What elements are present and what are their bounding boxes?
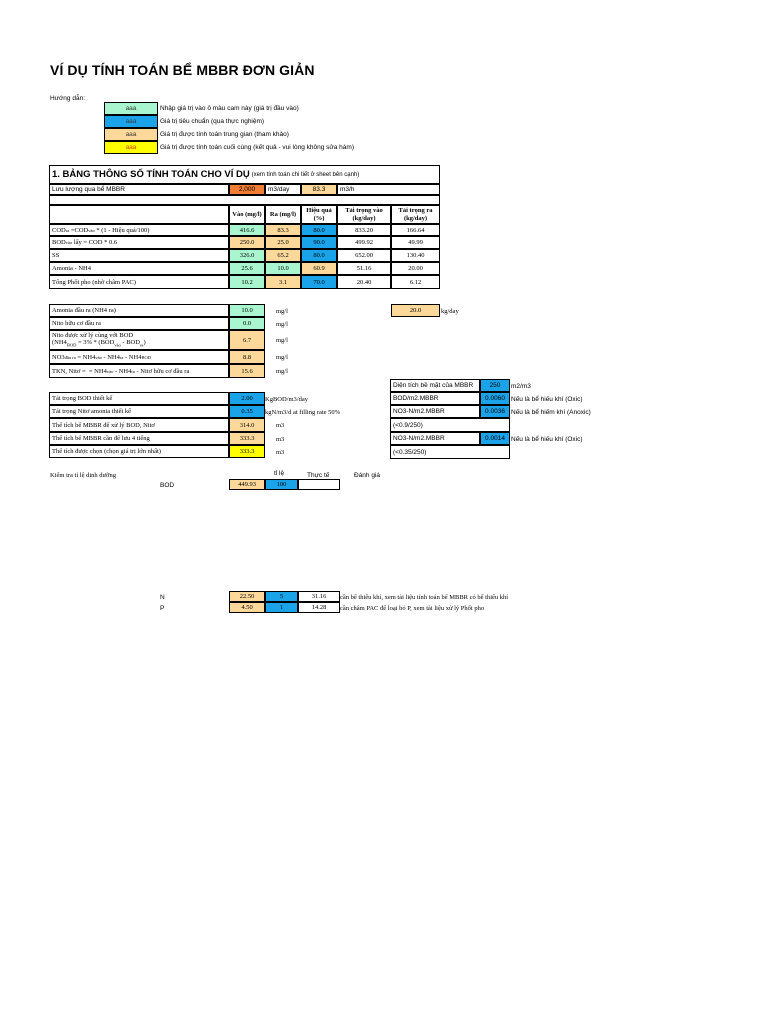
flow-value[interactable]: 2,000 xyxy=(229,184,265,195)
guide-label: Hướng dẫn: xyxy=(50,95,85,102)
surface-no3-anoxic-label: NO3-N/m2.MBBR xyxy=(390,405,480,418)
flow-hourly-unit: m3/h xyxy=(337,184,440,195)
nitrogen-row-1-value[interactable]: 10.0 xyxy=(229,304,265,317)
row-bod-eff[interactable]: 90.0 xyxy=(301,236,337,249)
row-p-load-out: 6.12 xyxy=(391,275,440,289)
row-cod-load-in: 833.20 xyxy=(337,224,391,236)
nitrogen-row-3-line1: Nito được xử lý cùng với BOD xyxy=(52,331,134,339)
row-nh4-load-out: 20.00 xyxy=(391,262,440,275)
design-vol-4h-label: Thể tích bể MBBR cần để lưu 4 tiếng xyxy=(49,432,229,445)
row-cod-load-out: 166.64 xyxy=(391,224,440,236)
nitrogen-row-3-line2: ($NH4_{BOD} = 3\% * (BOD_{vào} - BOD_{ra})$ xyxy=(52,338,146,348)
row-ss-label: SS xyxy=(49,249,229,262)
nitrogen-row-5-label: TKN, Nitơ = = NH4 vào - NH4 ra - Nitơ hữu cơ đầu ra xyxy=(49,364,229,378)
nutrient-col-actual: Thực tế xyxy=(307,472,330,479)
row-cod-eff[interactable]: 80.0 xyxy=(301,224,337,236)
legend-swatch-intermediate: aaa xyxy=(104,128,158,141)
legend-text-intermediate: Giá trị được tính toán trung gian (tham khảo) xyxy=(160,131,289,138)
row-bod-label: BOD vào lấy = COD * 0.6 xyxy=(49,236,229,249)
legend-text-input: Nhập giá trị vào ô màu cam này (giá trị đầu vào) xyxy=(160,105,299,112)
row-ss-load-in: 652.00 xyxy=(337,249,391,262)
nitrogen-row-4-label: NO3 đầu ra = NH4 vào - NH4 ra - NH4 BOD xyxy=(49,350,229,364)
row-bod-load-out: 49.99 xyxy=(391,236,440,249)
surface-label: Diện tích bề mặt của MBBR xyxy=(390,379,480,392)
nutrient-p-note: cần châm PAC để loại bỏ P, xem tài liệu xử lý Phốt pho xyxy=(340,605,485,612)
nutrient-p-actual: 14.28 xyxy=(298,602,340,613)
legend-text-standard: Giá trị tiêu chuẩn (qua thực nghiệm) xyxy=(160,118,265,125)
legend-text-final: Giá trị được tính toán cuối cùng (kết quả - vui lòng không sửa hàm) xyxy=(160,144,354,151)
row-nh4-load-in: 51.16 xyxy=(337,262,391,275)
row-bod-out: 25.0 xyxy=(265,236,301,249)
section1-title: 1. BẢNG THÔNG SỐ TÍNH TOÁN CHO VÍ DỤ xyxy=(52,169,250,180)
nitrogen-row-3-value: 6.7 xyxy=(229,330,265,350)
nutrient-n-ratio[interactable]: 5 xyxy=(265,591,298,602)
nitrogen-row-3-label xyxy=(49,330,229,350)
nitrogen-row-1-unit: mg/l xyxy=(276,308,288,315)
row-p-out: 3.1 xyxy=(265,275,301,289)
header-blank xyxy=(49,205,229,224)
nitrogen-row-4-unit: mg/l xyxy=(276,354,288,361)
row-nh4-label: Amonia - NH4 xyxy=(49,262,229,275)
nh4-out-load-unit: kg/day xyxy=(441,308,459,315)
section1-note: (xem tính toán chi tiết ở sheet bên cạnh) xyxy=(251,171,360,178)
surface-bod-value[interactable]: 0.0060 xyxy=(480,392,510,405)
row-ss-eff[interactable]: 80.0 xyxy=(301,249,337,262)
row-p-load-in: 20.40 xyxy=(337,275,391,289)
surface-no3-anoxic-value[interactable]: 0.0036 xyxy=(480,405,510,418)
surface-unit: m2/m3 xyxy=(511,383,531,390)
flow-label: Lưu lượng qua bể MBBR xyxy=(49,184,229,195)
header-out: Ra (mg/l) xyxy=(265,205,301,224)
row-bod-in: 250.0 xyxy=(229,236,265,249)
surface-bod-note: Nếu là bể hiếu khí (Oxic) xyxy=(511,396,583,403)
header-in: Vào (mg/l) xyxy=(229,205,265,224)
row-ss-load-out: 130.40 xyxy=(391,249,440,262)
design-vol-bod-label: Thể tích bể MBBR để xử lý BOD, Nitơ xyxy=(49,418,229,432)
row-p-eff[interactable]: 70.0 xyxy=(301,275,337,289)
nutrient-bod-value: 449.93 xyxy=(229,479,265,490)
nh4-out-load-value: 20.0 xyxy=(391,304,440,317)
page-title: VÍ DỤ TÍNH TOÁN BỂ MBBR ĐƠN GIẢN xyxy=(50,62,315,78)
design-vol-chosen-label: Thể tích được chọn (chọn giá trị lớn nhất) xyxy=(49,445,229,458)
nitrogen-row-2-value[interactable]: 0.0 xyxy=(229,317,265,330)
design-vol-4h-value: 333.3 xyxy=(229,432,265,445)
surface-no3-oxic-label: NO3-N/m2.MBBR xyxy=(390,432,480,445)
design-n-load-unit: kgN/m3/d at filling rate 50% xyxy=(265,409,341,416)
nutrient-p-value: 4.50 xyxy=(229,602,265,613)
row-cod-out: 83.3 xyxy=(265,224,301,236)
nutrient-n-value: 22.50 xyxy=(229,591,265,602)
header-load-in: Tải trọng vào (kg/day) xyxy=(337,205,391,224)
row-nh4-out[interactable]: 10.0 xyxy=(265,262,301,275)
design-vol-bod-unit: m3 xyxy=(276,422,285,429)
nutrient-title: Kiểm tra tỉ lệ dinh dưỡng xyxy=(50,472,116,479)
nutrient-p-ratio[interactable]: 1 xyxy=(265,602,298,613)
row-ss-out: 65.2 xyxy=(265,249,301,262)
row-ss-in[interactable]: 326.0 xyxy=(229,249,265,262)
row-cod-in[interactable]: 416.6 xyxy=(229,224,265,236)
legend-swatch-standard: aaa xyxy=(104,115,158,128)
flow-unit: m3/day xyxy=(265,184,301,195)
design-vol-chosen-unit: m3 xyxy=(276,449,285,456)
nutrient-col-ratio: tỉ lệ xyxy=(274,470,285,477)
spacer-row xyxy=(49,195,440,205)
nitrogen-row-1-label: Amonia đầu ra (NH4 ra) xyxy=(49,304,229,317)
design-n-load-value[interactable]: 0.35 xyxy=(229,405,265,418)
row-p-in[interactable]: 10.2 xyxy=(229,275,265,289)
row-nh4-in[interactable]: 25.6 xyxy=(229,262,265,275)
nutrient-bod-ratio[interactable]: 100 xyxy=(265,479,298,490)
surface-bod-label: BOD/m2.MBBR xyxy=(390,392,480,405)
nutrient-col-eval: Đánh giá xyxy=(354,472,381,479)
nutrient-n-label: N xyxy=(160,594,165,601)
header-load-out: Tải trọng ra (kg/day) xyxy=(391,205,440,224)
design-n-load-label: Tải trọng Nitơ amonia thiết kế xyxy=(49,405,229,418)
surface-no3-oxic-note: Nếu là bể hiếu khí (Oxic) xyxy=(511,436,583,443)
nutrient-n-note: cần bể thiếu khí, xem tài liệu tính toán bể MBBR có bể thiếu khí xyxy=(340,594,509,601)
row-cod-label: COD ra =COD vào * (1 - Hiệu quả/100) xyxy=(49,224,229,236)
design-bod-load-unit: KgBOD/m3/day xyxy=(265,396,308,403)
nitrogen-row-5-unit: mg/l xyxy=(276,368,288,375)
nitrogen-row-5-value: 15.6 xyxy=(229,364,265,378)
nitrogen-row-3-unit: mg/l xyxy=(276,337,288,344)
design-vol-bod-value: 314.0 xyxy=(229,418,265,432)
row-nh4-eff: 60.9 xyxy=(301,262,337,275)
flow-hourly-value: 83.3 xyxy=(301,184,337,195)
design-vol-4h-unit: m3 xyxy=(276,436,285,443)
section1-title-cell xyxy=(49,165,440,184)
surface-limit-1: (<0.9/250) xyxy=(390,418,510,432)
nitrogen-row-4-value: 8.8 xyxy=(229,350,265,364)
nutrient-bod-label: BOD xyxy=(160,482,175,489)
surface-no3-oxic-value[interactable]: 0.0014 xyxy=(480,432,510,445)
nutrient-p-label: P xyxy=(160,605,165,612)
surface-limit-2: (<0.35/250) xyxy=(390,445,510,459)
legend-swatch-input: aaa xyxy=(104,102,158,115)
row-bod-load-in: 499.92 xyxy=(337,236,391,249)
design-vol-chosen-value: 333.3 xyxy=(229,445,265,458)
surface-value[interactable]: 250 xyxy=(480,379,510,392)
surface-no3-anoxic-note: Nếu là bể hiếm khí (Anoxic) xyxy=(511,409,591,416)
nitrogen-row-2-unit: mg/l xyxy=(276,321,288,328)
nitrogen-row-2-label: Nito hữu cơ đầu ra xyxy=(49,317,229,330)
design-bod-load-label: Tải trọng BOD thiết kế xyxy=(49,392,229,405)
row-p-label: Tổng Phốt pho (nhờ châm PAC) xyxy=(49,275,229,289)
nutrient-n-actual: 31.16 xyxy=(298,591,340,602)
nutrient-bod-actual xyxy=(298,479,340,490)
design-bod-load-value[interactable]: 2.00 xyxy=(229,392,265,405)
header-efficiency: Hiệu quả (%) xyxy=(301,205,337,224)
legend-swatch-final: aaa xyxy=(104,141,158,154)
